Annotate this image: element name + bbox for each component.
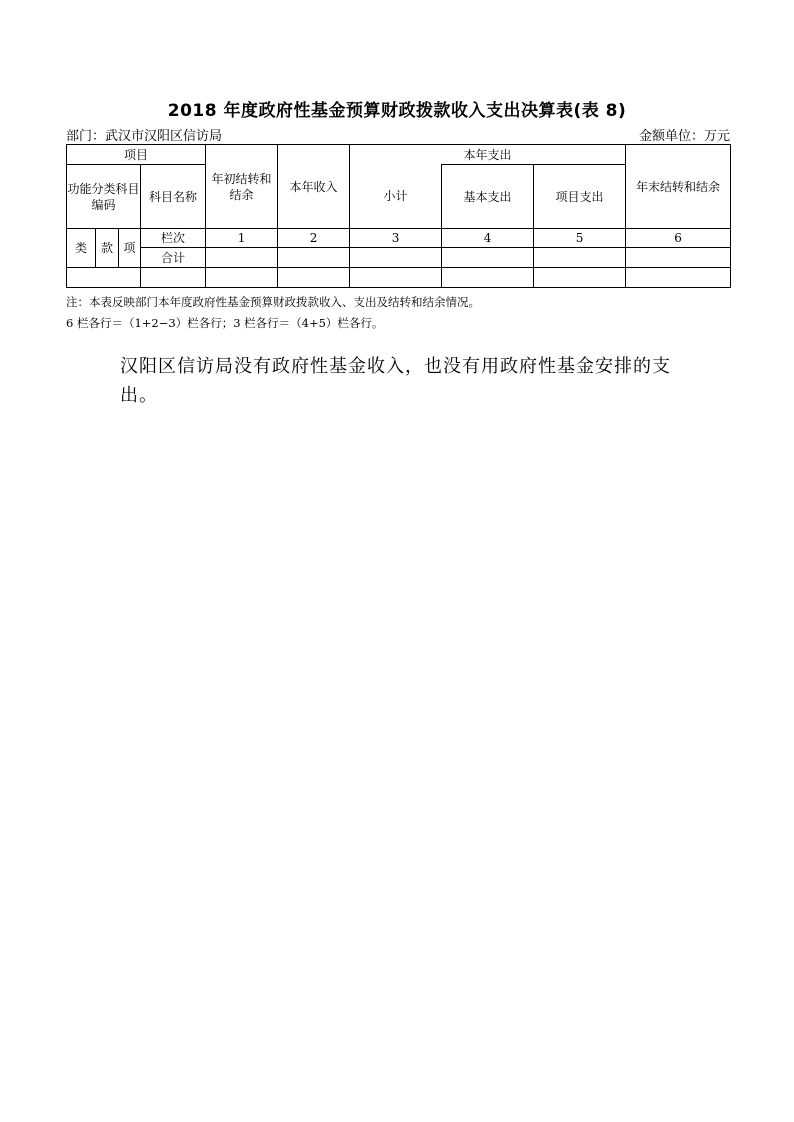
statement-text: 汉阳区信访局没有政府性基金收入，也没有用政府性基金安排的支出。 xyxy=(120,356,671,406)
empty-cell xyxy=(67,268,141,288)
header-current-income: 本年收入 xyxy=(278,145,350,229)
total-cell-6 xyxy=(626,248,731,268)
note-line-1: 注：本表反映部门本年度政府性基金预算财政拨款收入、支出及结转和结余情况。 xyxy=(66,295,480,309)
empty-cell xyxy=(350,268,442,288)
page-title: 2018 年度政府性基金预算财政拨款收入支出决算表(表 8) xyxy=(167,101,627,121)
column-index-label: 栏次 xyxy=(141,229,206,248)
header-lei: 类 xyxy=(67,229,96,268)
column-number-6: 6 xyxy=(626,229,731,248)
meta-row xyxy=(66,125,730,143)
column-number-3: 3 xyxy=(350,229,442,248)
total-cell-5 xyxy=(534,248,626,268)
header-project-expense: 项目支出 xyxy=(534,165,626,229)
header-project: 项目 xyxy=(67,145,206,165)
total-cell-1 xyxy=(206,248,278,268)
empty-cell xyxy=(442,268,534,288)
header-kuan: 款 xyxy=(96,229,119,268)
header-closing-balance: 年末结转和结余 xyxy=(626,145,731,229)
empty-cell xyxy=(534,268,626,288)
budget-table xyxy=(66,144,731,288)
department-label: 部门：武汉市汉阳区信访局 xyxy=(66,129,223,144)
header-subtotal: 小计 xyxy=(350,165,442,229)
total-label: 合计 xyxy=(141,248,206,268)
unit-label: 金额单位：万元 xyxy=(638,129,730,144)
total-cell-3 xyxy=(350,248,442,268)
column-number-4: 4 xyxy=(442,229,534,248)
header-subject-name: 科目名称 xyxy=(141,165,206,229)
header-current-expense: 本年支出 xyxy=(350,145,626,165)
column-number-1: 1 xyxy=(206,229,278,248)
header-func-code: 功能分类科目编码 xyxy=(67,165,141,229)
empty-cell xyxy=(626,268,731,288)
header-basic-expense: 基本支出 xyxy=(442,165,534,229)
total-cell-4 xyxy=(442,248,534,268)
total-cell-2 xyxy=(278,248,350,268)
empty-cell xyxy=(141,268,206,288)
header-opening-balance: 年初结转和结余 xyxy=(206,145,278,229)
table-row xyxy=(67,268,731,288)
header-xiang: 项 xyxy=(119,229,141,268)
empty-cell xyxy=(278,268,350,288)
column-number-2: 2 xyxy=(278,229,350,248)
column-number-5: 5 xyxy=(534,229,626,248)
note-line-2: 6 栏各行＝（1+2−3）栏各行；3 栏各行＝（4+5）栏各行。 xyxy=(66,316,384,330)
empty-cell xyxy=(206,268,278,288)
